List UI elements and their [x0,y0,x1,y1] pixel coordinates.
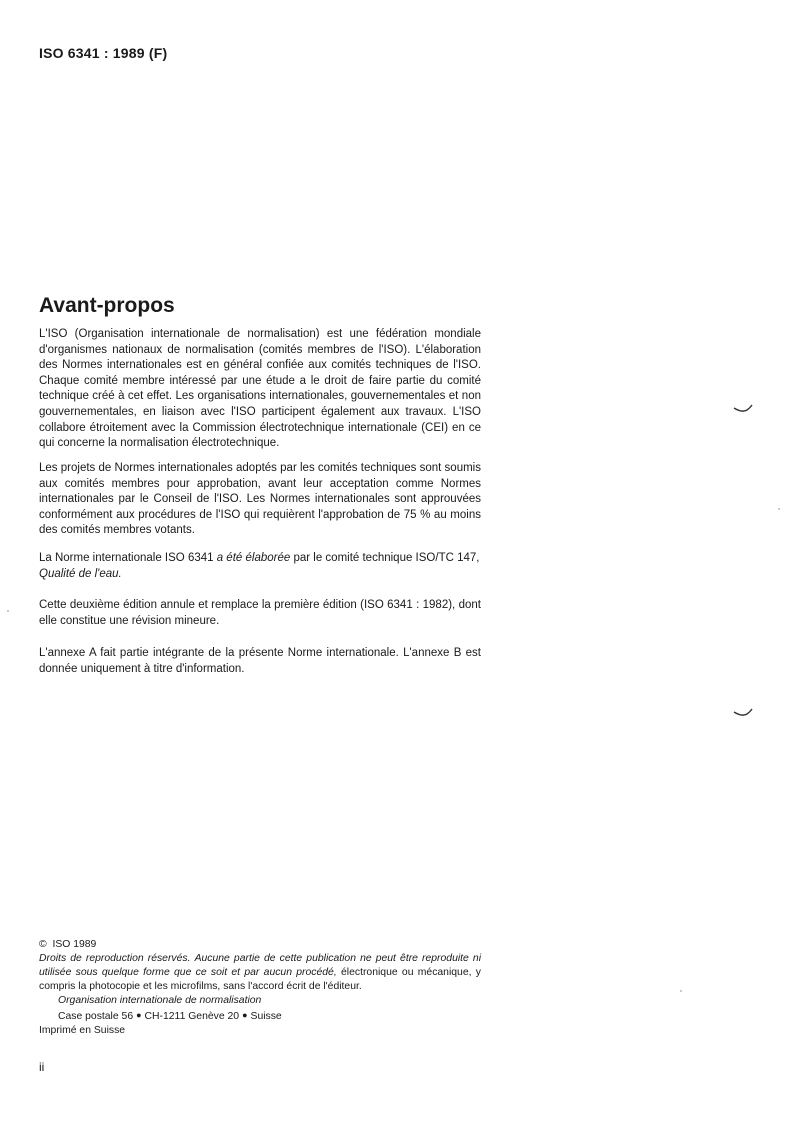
scan-speck [680,990,682,992]
scan-speck [778,508,780,510]
margin-mark-icon [733,404,753,414]
p3-committee-title: Qualité de l'eau. [39,567,122,580]
page-number: ii [39,1060,45,1074]
scan-speck [7,610,9,612]
rights-reserved: Droits de reproduction réservés. [39,953,191,964]
paragraph-edition-note: Cette deuxième édition annule et remplace la première édition (ISO 6341 : 1982), dont elle constitue une révision mineure. [39,599,481,627]
paragraph-technical-committee [39,551,481,582]
rights-detail: Aucune partie de cette publication ne peut être reproduite ni utilisée sous quelque forme que ce soit et par aucun procédé, [39,953,482,978]
copyright-block [39,938,481,1038]
document-code-header: ISO 6341 : 1989 (F) [39,45,168,61]
org-name: Organisation internationale de normalisation [58,995,262,1006]
rights-detail-normal: électronique ou mécanique, y compris la photocopie et les microfilms, sans l'accord écrit de l'éditeur. [39,967,481,992]
org-address: Case postale 56 ● CH-1211 Genève 20 ● Suisse [58,1010,282,1022]
paragraph-annex-note: L'annexe A fait partie intégrante de la présente Norme internationale. L'annexe B est donnée uniquement à titre d'information. [39,647,481,675]
printed-in: Imprimé en Suisse [39,1025,126,1036]
bullet-icon: ● [242,1010,248,1020]
p3-lead: La Norme internationale ISO 6341 [39,552,217,564]
p3-mid: par le comité technique ISO/TC 147, [290,552,480,564]
section-title: Avant-propos [39,294,175,317]
p3-italic-verb: a été élaborée [216,552,291,564]
copyright-rights [39,952,481,994]
copyright-line [39,938,481,952]
copyright-org-year: ISO 1989 [52,939,97,950]
paragraph-iso-description: L'ISO (Organisation internationale de normalisation) est une fédération mondiale d'organismes nationaux de normalisation (comités membres de l'ISO). L'élaboration des Normes internationales est en général confiée aux comités techniques de l'ISO. Chaque comité membre intéressé par une étude a le droit de faire partie du comité technique créé à cet effet. Les organisations internationales, gouvernementales et non gouvernementales, en liaison avec l'ISO participent également aux travaux. L'ISO collabore étroitement avec la Commission électrotechnique internationale (CEI) en ce qui concerne la normalisation électrotechnique. [39,328,481,450]
paragraph-approval-process: Les projets de Normes internationales adoptés par les comités techniques sont soumis aux comités membres pour approbation, avant leur acceptation comme Normes internationales par le Conseil de l'ISO. Les Normes internationales sont approuvées conformément aux procédures de l'ISO qui requièrent l'approbation de 75 % au moins des comités membres votants. [39,462,481,537]
copyright-symbol: © [39,939,47,950]
bullet-icon: ● [136,1010,142,1020]
margin-mark-icon [733,708,753,718]
